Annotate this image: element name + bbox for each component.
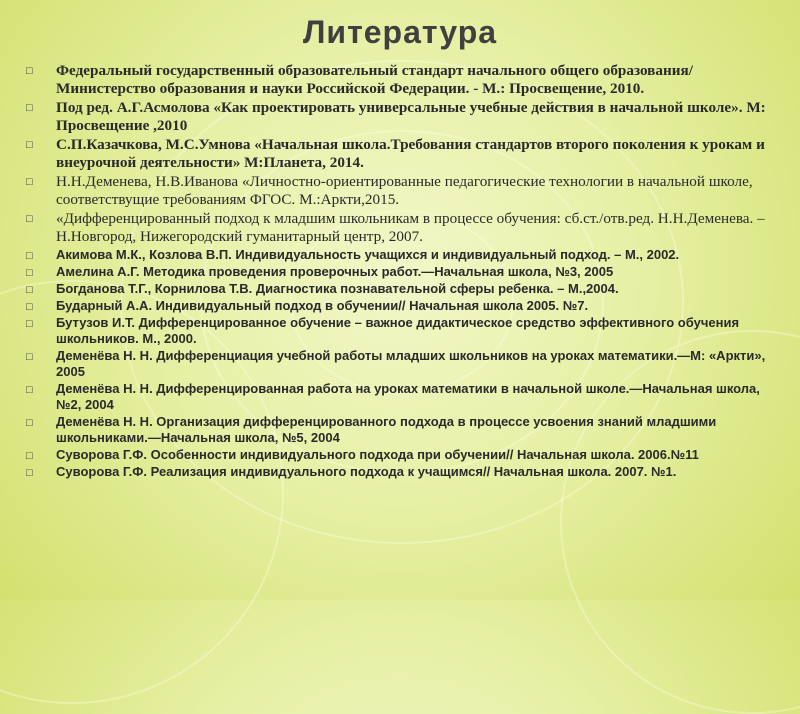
- square-bullet-icon: □: [26, 284, 33, 296]
- list-item: [26, 99, 778, 134]
- square-bullet-icon: □: [26, 176, 33, 188]
- reference-text: Н.Н.Деменева, Н.В.Иванова «Личностно-ориентированные педагогические технологии в начальной школе, соответствущие требованиям ФГОС. М.:Аркти,2015.: [56, 173, 753, 208]
- page-title: Литература: [302, 14, 498, 50]
- reference-text: Богданова Т.Г., Корнилова Т.В. Диагностика познавательной сферы ребенка. – М.,2004.: [56, 281, 619, 296]
- reference-list: [26, 62, 778, 481]
- list-item: [26, 247, 778, 263]
- reference-text: Амелина А.Г. Методика проведения проверочных работ.—Начальная школа, №3, 2005: [56, 264, 614, 279]
- list-item: [26, 173, 778, 208]
- list-item: [26, 281, 778, 297]
- list-item: [26, 447, 778, 463]
- square-bullet-icon: □: [26, 213, 33, 225]
- list-item: [26, 381, 778, 413]
- square-bullet-icon: □: [26, 65, 33, 77]
- square-bullet-icon: □: [26, 450, 33, 462]
- reference-text: «Дифференцированный подход к младшим школьникам в процессе обучения: сб.ст./отв.ред. Н.Н.Деменева. – Н.Новгород, Нижегородский гуманитарный центр, 2007.: [56, 210, 765, 245]
- list-item: [26, 264, 778, 280]
- reference-text: Деменёва Н. Н. Дифференциация учебной работы младших школьников на уроках математики.—М: «Аркти», 2005: [56, 348, 766, 379]
- square-bullet-icon: □: [26, 102, 33, 114]
- list-item: [26, 210, 778, 245]
- square-bullet-icon: □: [26, 301, 33, 313]
- list-item: [26, 348, 778, 380]
- reference-text: Акимова М.К., Козлова В.П. Индивидуальность учащихся и индивидуальный подход. – М., 2002.: [56, 247, 680, 262]
- reference-text: Деменёва Н. Н. Дифференцированная работа на уроках математики в начальной школе.—Начальная школа, №2, 2004: [56, 381, 760, 412]
- reference-text: Бутузов И.Т. Дифференцированное обучение – важное дидактическое средство эффективного обучения школьников. М., 2000.: [56, 315, 740, 346]
- square-bullet-icon: □: [26, 250, 33, 262]
- square-bullet-icon: □: [26, 384, 33, 396]
- list-item: [26, 315, 778, 347]
- reference-text: Деменёва Н. Н. Организация дифференцированного подхода в процессе усвоения знаний младшими школьниками.—Начальная школа, №5, 2004: [56, 414, 717, 445]
- reference-text: Федеральный государственный образовательный стандарт начального общего образования/ Министерство образования и науки Российской Федерации. - М.: Просвещение, 2010.: [56, 62, 693, 97]
- square-bullet-icon: □: [26, 467, 33, 479]
- square-bullet-icon: □: [26, 351, 33, 363]
- reference-text: Суворова Г.Ф. Реализация индивидуального подхода к учащимся// Начальная школа. 2007. №1.: [56, 464, 677, 479]
- reference-text: С.П.Казачкова, М.С.Умнова «Начальная школа.Требования стандартов второго поколения к урокам и внеурочной деятельности» М:Планета, 2014.: [56, 136, 765, 171]
- square-bullet-icon: □: [26, 417, 33, 429]
- list-item: [26, 414, 778, 446]
- list-item: [26, 62, 778, 97]
- list-item: [26, 298, 778, 314]
- square-bullet-icon: □: [26, 318, 33, 330]
- square-bullet-icon: □: [26, 267, 33, 279]
- list-item: [26, 464, 778, 480]
- reference-text: Бударный А.А. Индивидуальный подход в обучении// Начальная школа 2005. №7.: [56, 298, 589, 313]
- list-item: [26, 136, 778, 171]
- square-bullet-icon: □: [26, 139, 33, 151]
- reference-text: Суворова Г.Ф. Особенности индивидуального подхода при обучении// Начальная школа. 2006.№11: [56, 447, 699, 462]
- reference-text: Под ред. А.Г.Асмолова «Как проектировать универсальные учебные действия в начальной школе». М: Просвещение ,2010: [56, 99, 766, 134]
